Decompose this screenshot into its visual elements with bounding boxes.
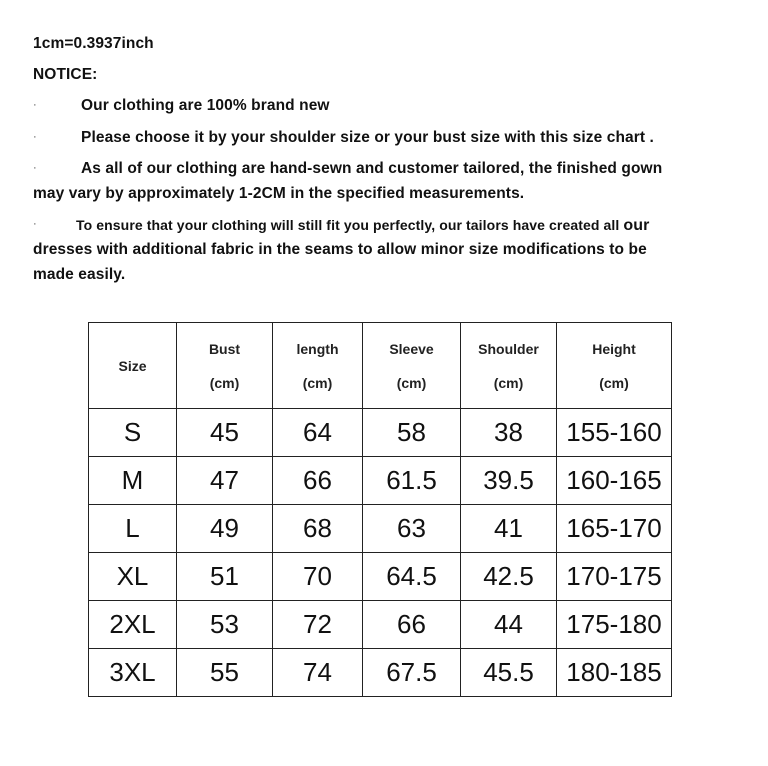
cell-length: 74 [273,649,363,697]
size-chart-table [88,322,672,697]
bullet-4: · [33,218,37,230]
cell-bust: 55 [177,649,273,697]
table-header-row [89,323,672,409]
cell-bust: 47 [177,457,273,505]
cell-height: 170-175 [557,553,672,601]
cell-size: 2XL [89,601,177,649]
cell-shoulder: 42.5 [461,553,557,601]
notice-4-line1b: our [623,217,650,234]
cell-shoulder: 44 [461,601,557,649]
cell-sleeve: 63 [363,505,461,553]
header-size-label: Size [118,357,147,374]
cell-sleeve: 61.5 [363,457,461,505]
table-row [89,601,672,649]
cell-length: 72 [273,601,363,649]
table-row [89,553,672,601]
notice-title: NOTICE: [33,66,98,83]
header-shoulder [461,323,557,409]
cell-length: 66 [273,457,363,505]
cell-size: XL [89,553,177,601]
notice-1: Our clothing are 100% brand new [81,97,330,114]
header-bust [177,323,273,409]
notice-2: Please choose it by your shoulder size or your bust size with this size chart . [81,129,654,146]
cell-shoulder: 39.5 [461,457,557,505]
cell-size: L [89,505,177,553]
cell-height: 160-165 [557,457,672,505]
header-height [557,323,672,409]
header-length [273,323,363,409]
header-sleeve-unit: (cm) [396,374,427,391]
cell-sleeve: 67.5 [363,649,461,697]
cell-length: 70 [273,553,363,601]
cell-shoulder: 38 [461,409,557,457]
notice-3-line2: may vary by approximately 1-2CM in the specified measurements. [33,185,525,202]
header-sleeve-label: Sleeve [389,340,434,357]
cell-size: 3XL [89,649,177,697]
cell-height: 155-160 [557,409,672,457]
cell-size: S [89,409,177,457]
cell-shoulder: 41 [461,505,557,553]
header-sleeve [363,323,461,409]
cell-bust: 45 [177,409,273,457]
cell-height: 175-180 [557,601,672,649]
cell-bust: 51 [177,553,273,601]
cell-sleeve: 58 [363,409,461,457]
notice-4-line1 [76,217,649,235]
notice-4-line3: made easily. [33,266,126,283]
header-shoulder-unit: (cm) [493,374,524,391]
cell-sleeve: 64.5 [363,553,461,601]
bullet-1: · [33,99,37,111]
cell-bust: 49 [177,505,273,553]
table-row [89,409,672,457]
table-row [89,505,672,553]
notice-3-line1: As all of our clothing are hand-sewn and customer tailored, the finished gown [81,160,663,177]
cell-length: 64 [273,409,363,457]
header-length-unit: (cm) [302,374,333,391]
cell-size: M [89,457,177,505]
header-bust-label: Bust [208,340,241,357]
header-height-label: Height [592,340,636,357]
table-row [89,649,672,697]
header-length-label: length [296,340,339,357]
header-shoulder-label: Shoulder [478,340,539,357]
cell-sleeve: 66 [363,601,461,649]
table-row [89,457,672,505]
cell-height: 165-170 [557,505,672,553]
notice-4-line1a: To ensure that your clothing will still fit you perfectly, our tailors have created all [76,217,620,233]
bullet-2: · [33,131,37,143]
notice-4-line2: dresses with additional fabric in the seams to allow minor size modifications to be [33,241,647,258]
cell-bust: 53 [177,601,273,649]
cell-height: 180-185 [557,649,672,697]
conversion-note: 1cm=0.3937inch [33,35,154,52]
header-height-unit: (cm) [599,374,629,391]
bullet-3: · [33,162,37,174]
header-size [89,323,177,409]
cell-shoulder: 45.5 [461,649,557,697]
header-bust-unit: (cm) [209,374,240,391]
cell-length: 68 [273,505,363,553]
